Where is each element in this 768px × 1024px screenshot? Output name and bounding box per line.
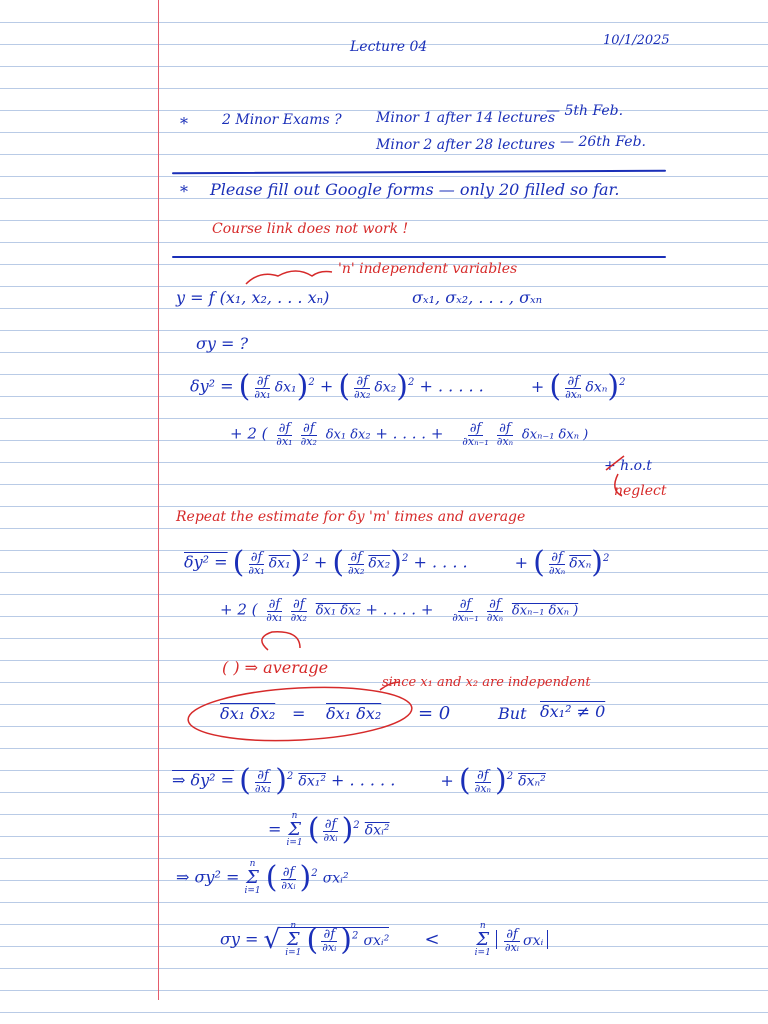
result-3: ⇒ σy² = n Σ i=1 ( $\frac{\partial f}{\text{∂xᵢ}}$ )$^2$ σxᵢ²: [176, 859, 349, 896]
independence-ellipse: [187, 682, 413, 746]
indep-eq: =: [292, 704, 306, 723]
strike-stroke: [606, 456, 624, 470]
forms-text: Please fill out Google forms — only 20 filled so far.: [210, 180, 620, 199]
exams-question: 2 Minor Exams ?: [222, 112, 342, 128]
avg-dy2-equation: δy² = ( $\frac{\partial f}{\text{∂x₁}}$ δx₁)$^2$ + ( $\frac{\partial f}{\text{∂x₂}}$ δx₂)$^2$ + . . . . + ( $\frac{\partial f}{\text{∂xₙ}}$ $\overline{\delta x_n})^2$: [184, 545, 610, 580]
repeat-note: Repeat the estimate for δy 'm' times and average: [176, 509, 526, 525]
avg-cross-terms: + 2 ( $\frac{\partial f}{\text{∂x₁}}$ $\frac{\partial f}{\text{∂x₂}}$ δx₁ δx₂ + . . . . + $\frac{\partial f}{\text{∂xₙ₋₁}}$ $\frac{\partial f}{\text{∂xₙ}}$ δxₙ₋₁ δxₙ ): [220, 597, 579, 624]
bullet-star: *: [180, 114, 188, 133]
cross-terms: + 2 ( $\frac{\partial f}{\text{∂x₁}}$ $\frac{\partial f}{\text{∂x₂}}$ δx₁ δx₂ + . . . . + $\frac{\partial f}{\text{∂xₙ₋₁}}$ $\frac{\partial f}{\text{∂xₙ}}$ δxₙ₋₁ δxₙ ): [230, 421, 589, 448]
minor2-text: Minor 2 after 28 lectures: [376, 137, 556, 153]
indep-rhs: δx₁ δx₂: [326, 704, 382, 723]
lecture-date: 10/1/2025: [603, 33, 670, 48]
result-4: σy = √ n Σ i=1 ( $\frac{\partial f}{\text{∂xᵢ}}$ )$^2$ σxᵢ² < n Σ i=1 $\frac{\partial f}{\text{∂xᵢ}}$ σxᵢ: [220, 922, 548, 958]
minor2-date: — 26th Feb.: [560, 134, 647, 150]
average-arrow: [262, 632, 300, 650]
independence-note: since x₁ and x₂ are independent: [382, 675, 591, 690]
result-2: = n Σ i=1 ( $\frac{\partial f}{\text{∂xᵢ}}$ )$^2$ δxᵢ²: [268, 811, 390, 848]
bullet-star: *: [180, 182, 188, 201]
minor1-date: — 5th Feb.: [546, 103, 624, 119]
higher-order-terms: + h.o.t: [604, 458, 652, 474]
sigma-y-question: σy = ?: [196, 334, 249, 353]
function-definition: y = f (x₁, x₂, . . . xₙ): [176, 288, 330, 307]
independence-pointer: [380, 682, 400, 690]
indep-lhs: δx₁ δx₂: [220, 704, 276, 723]
independent-annotation: 'n' independent variables: [338, 261, 518, 277]
dy2-equation: δy² = ( $\frac{\partial f}{\text{∂x₁}}$ δx₁)$^2$ + ( $\frac{\partial f}{\text{∂x₂}}$ δx₂)$^2$ + . . . . . + ( $\frac{\partial f}{\text{∂xₙ}}$ δxₙ)$^2$: [190, 369, 626, 404]
result-1: ⇒ δy² = ( $\frac{\partial f}{\text{∂x₁}}$ )$^2$ δx₁² + . . . . . + ( $\frac{\partial f}{\text{∂xₙ}}$ )$^2$ δxₙ²: [172, 763, 546, 798]
neglect-note: neglect: [614, 483, 667, 499]
course-link-note: Course link does not work !: [212, 221, 409, 237]
neglect-arrow: [615, 474, 622, 496]
average-note: ( ) ⇒ average: [222, 658, 329, 677]
equals-zero: = 0: [418, 703, 451, 724]
nonzero-term: δx₁² ≠ 0: [540, 702, 606, 721]
brace-stroke: [246, 271, 332, 284]
minor1-text: Minor 1 after 14 lectures: [376, 110, 556, 126]
sigma-list: σₓ₁, σₓ₂, . . . , σₓₙ: [412, 288, 543, 307]
dy2-lhs: δy² =: [190, 376, 234, 396]
lecture-title: Lecture 04: [350, 39, 428, 55]
but-label: But: [498, 704, 527, 723]
